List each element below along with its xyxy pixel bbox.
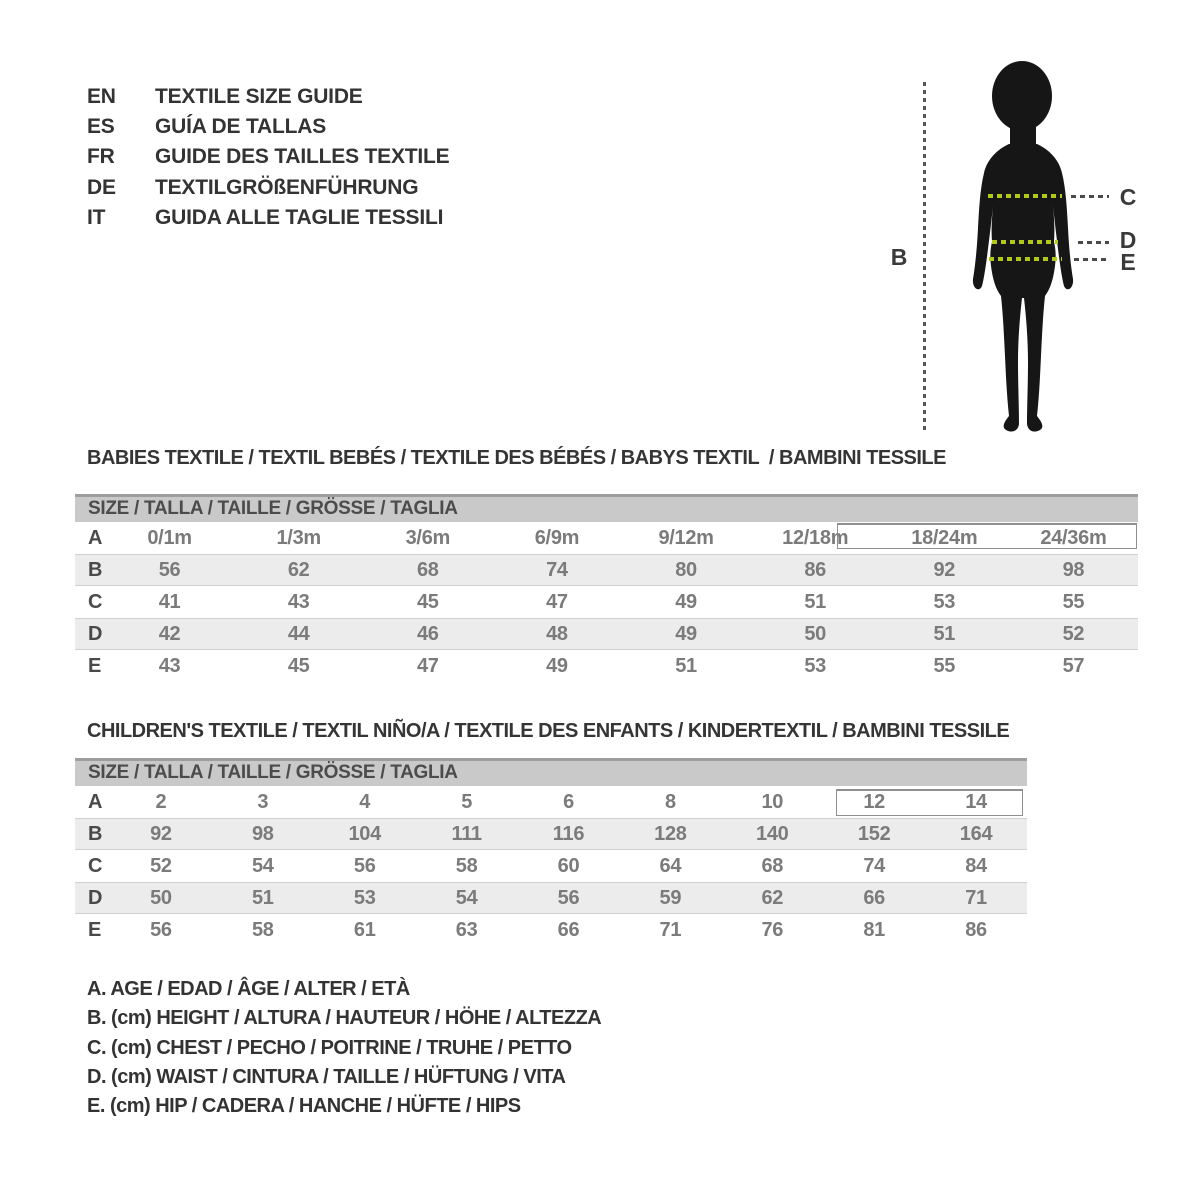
table-row-age	[75, 522, 1138, 554]
legend-age: A. AGE / EDAD / ÂGE / ALTER / ETÀ	[87, 978, 410, 1000]
guide-title: GUIDE DES TAILLES TEXTILE	[155, 145, 450, 169]
table-cell: 12/18m	[782, 526, 849, 549]
table-cell: 55	[933, 654, 956, 677]
table-cell: 49	[675, 590, 697, 613]
table-cell: 74	[546, 558, 568, 581]
table-cell: 12	[863, 790, 885, 813]
language-row	[87, 82, 449, 112]
table-cell: 47	[546, 590, 568, 613]
table-cell: 86	[804, 558, 827, 581]
table-cell: 53	[804, 654, 827, 677]
table-cell: 46	[416, 622, 439, 645]
legend-waist: D. (cm) WAIST / CINTURA / TAILLE / HÜFTUNG / VITA	[87, 1065, 566, 1088]
table-cell: 54	[251, 854, 274, 877]
language-code: ES	[87, 115, 115, 139]
table-cell: 6/9m	[534, 526, 580, 549]
row-label: C	[88, 590, 103, 613]
table-row-hip	[75, 650, 1138, 682]
table-cell: 45	[287, 654, 310, 677]
table-cell: 64	[659, 854, 682, 877]
size-header-bar: SIZE / TALLA / TAILLE / GRÖSSE / TAGLIA	[75, 758, 1027, 786]
guide-title: GUIDA ALLE TAGLIE TESSILI	[155, 205, 444, 229]
table-cell: 4	[359, 790, 371, 813]
table-cell: 51	[675, 654, 697, 677]
size-header-bar: SIZE / TALLA / TAILLE / GRÖSSE / TAGLIA	[75, 494, 1138, 522]
table-cell: 43	[287, 590, 310, 613]
table-cell: 56	[353, 854, 376, 877]
table-cell: 60	[557, 854, 580, 877]
table-cell: 86	[965, 918, 987, 941]
table-cell: 80	[675, 558, 697, 581]
row-label: C	[88, 854, 103, 877]
language-code: DE	[87, 175, 116, 199]
table-cell: 53	[933, 590, 956, 613]
table-cell: 51	[251, 886, 274, 909]
height-measure-line	[923, 82, 926, 432]
table-cell: 5	[461, 790, 473, 813]
table-cell: 68	[761, 854, 784, 877]
table-cell: 56	[158, 558, 181, 581]
babies-section-title: BABIES TEXTILE / TEXTIL BEBÉS / TEXTILE DES BÉBÉS / BABYS TEXTIL / BAMBINI TESSILE	[87, 447, 946, 469]
table-cell: 92	[150, 822, 172, 845]
table-cell: 41	[158, 590, 181, 613]
table-row-chest	[75, 586, 1138, 618]
table-cell: 128	[654, 822, 687, 845]
table-cell: 74	[863, 854, 885, 877]
language-row	[87, 142, 449, 172]
table-cell: 49	[675, 622, 697, 645]
language-row	[87, 203, 449, 233]
table-row-chest	[75, 850, 1027, 882]
table-cell: 84	[965, 854, 987, 877]
table-cell: 1/3m	[276, 526, 321, 549]
row-label: B	[88, 558, 103, 581]
table-cell: 0/1m	[147, 526, 192, 549]
babies-size-table	[75, 494, 1138, 682]
measurement-legend	[87, 975, 601, 1121]
table-cell: 71	[659, 918, 682, 941]
table-cell: 47	[416, 654, 439, 677]
table-cell: 44	[287, 622, 310, 645]
table-cell: 2	[155, 790, 167, 813]
table-cell: 6	[563, 790, 574, 813]
table-cell: 51	[804, 590, 827, 613]
table-row-height	[75, 818, 1027, 850]
table-cell: 56	[150, 918, 172, 941]
table-cell: 18/24m	[911, 526, 978, 549]
table-cell: 140	[756, 822, 789, 845]
table-cell: 164	[959, 822, 993, 845]
row-label: A	[88, 526, 103, 549]
language-code: FR	[87, 145, 115, 169]
table-cell: 50	[804, 622, 827, 645]
table-cell: 51	[933, 622, 956, 645]
table-cell: 61	[353, 918, 376, 941]
guide-title: TEXTILE SIZE GUIDE	[155, 85, 363, 108]
row-label: A	[88, 790, 103, 813]
table-cell: 8	[664, 790, 676, 813]
table-cell: 24/36m	[1040, 526, 1107, 549]
table-cell: 62	[287, 558, 310, 581]
table-cell: 76	[761, 918, 784, 941]
row-label: D	[88, 622, 103, 645]
table-row-age	[75, 786, 1027, 818]
table-cell: 56	[557, 886, 580, 909]
height-label: B	[890, 244, 908, 270]
table-cell: 111	[451, 822, 482, 845]
hip-measure-line	[989, 257, 1062, 261]
chest-measure-line	[988, 194, 1062, 198]
hip-label: E	[1120, 249, 1136, 275]
table-cell: 53	[353, 886, 376, 909]
table-cell: 59	[659, 886, 682, 909]
row-label: B	[88, 822, 103, 845]
table-cell: 43	[158, 654, 181, 677]
waist-measure-line	[992, 240, 1058, 244]
children-section-title: CHILDREN'S TEXTILE / TEXTIL NIÑO/A / TEXTILE DES ENFANTS / KINDERTEXTIL / BAMBINI TESSILE	[87, 720, 1010, 742]
table-cell: 104	[348, 822, 381, 845]
table-row-height	[75, 554, 1138, 586]
table-cell: 66	[557, 918, 580, 941]
table-row-waist	[75, 882, 1027, 914]
waist-pointer-line	[1078, 241, 1109, 244]
table-cell: 3/6m	[405, 526, 450, 549]
table-cell: 9/12m	[658, 526, 714, 549]
table-cell: 92	[933, 558, 956, 581]
language-code: IT	[87, 205, 106, 229]
table-cell: 62	[761, 886, 784, 909]
language-row	[87, 173, 449, 203]
table-cell: 3	[257, 790, 269, 813]
table-cell: 71	[965, 886, 987, 909]
chest-pointer-line	[1071, 195, 1109, 198]
child-silhouette-icon	[960, 56, 1090, 436]
row-label: E	[88, 918, 102, 941]
table-cell: 58	[455, 854, 478, 877]
guide-title: GUÍA DE TALLAS	[155, 115, 327, 139]
table-row-hip	[75, 914, 1027, 946]
table-cell: 55	[1062, 590, 1085, 613]
waist-label: D	[1119, 227, 1137, 253]
language-row	[87, 112, 449, 142]
row-label: E	[88, 654, 102, 677]
table-cell: 54	[455, 886, 478, 909]
table-cell: 68	[416, 558, 439, 581]
row-label: D	[88, 886, 103, 909]
table-cell: 81	[863, 918, 885, 941]
table-cell: 42	[158, 622, 181, 645]
chest-label: C	[1119, 184, 1137, 210]
language-title-list	[87, 82, 449, 233]
table-cell: 57	[1062, 654, 1085, 677]
children-size-table	[75, 758, 1027, 946]
legend-chest: C. (cm) CHEST / PECHO / POITRINE / TRUHE / PETTO	[87, 1036, 572, 1059]
table-cell: 50	[150, 886, 172, 909]
table-cell: 66	[863, 886, 885, 909]
table-row-waist	[75, 618, 1138, 650]
table-cell: 48	[546, 622, 568, 645]
table-cell: 98	[251, 822, 274, 845]
table-cell: 14	[965, 790, 987, 813]
table-cell: 63	[455, 918, 478, 941]
guide-title: TEXTILGRÖßENFÜHRUNG	[155, 175, 419, 199]
table-cell: 45	[416, 590, 439, 613]
table-cell: 52	[150, 854, 172, 877]
table-cell: 58	[251, 918, 274, 941]
table-cell: 98	[1062, 558, 1085, 581]
table-cell: 10	[761, 790, 784, 813]
table-cell: 52	[1062, 622, 1085, 645]
hip-pointer-line	[1074, 258, 1109, 261]
legend-height: B. (cm) HEIGHT / ALTURA / HAUTEUR / HÖHE / ALTEZZA	[87, 1007, 602, 1030]
language-code: EN	[87, 85, 116, 108]
legend-hip: E. (cm) HIP / CADERA / HANCHE / HÜFTE / HIPS	[87, 1095, 521, 1118]
table-cell: 49	[546, 654, 568, 677]
table-cell: 116	[552, 822, 585, 845]
table-cell: 152	[857, 822, 891, 845]
